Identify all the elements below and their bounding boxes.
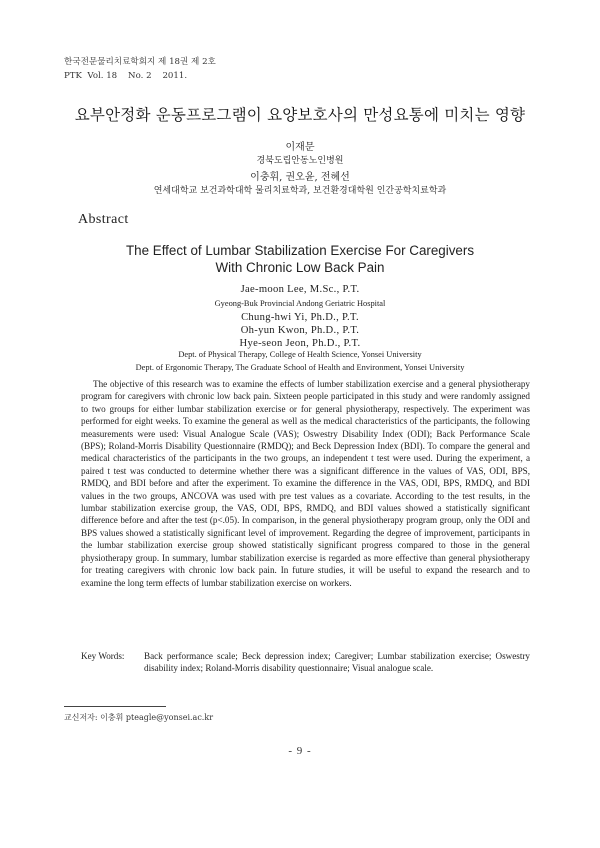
korean-author-1: 이재문 xyxy=(285,142,315,153)
english-author-4: Hye-seon Jeon, Ph.D., P.T. xyxy=(239,338,361,349)
footnote-divider xyxy=(64,706,166,707)
page-number: - 9 - xyxy=(288,745,312,757)
korean-affiliation-1: 경북도립안동노인병원 xyxy=(256,156,344,166)
english-affiliation-3: Dept. of Ergonomic Therapy, The Graduate School of Health and Environment, Yonsei University xyxy=(135,363,465,372)
english-title-line-1: The Effect of Lumbar Stabilization Exercise For Caregivers xyxy=(125,243,475,258)
english-author-1: Jae-moon Lee, M.Sc., P.T. xyxy=(240,284,360,295)
keywords xyxy=(81,650,530,675)
english-affiliation-2: Dept. of Physical Therapy, College of Health Science, Yonsei University xyxy=(178,350,422,359)
english-title-line-2: With Chronic Low Back Pain xyxy=(215,260,385,275)
journal-name: 한국전문물리치료학회지 제 18권 제 2호 xyxy=(64,57,216,67)
abstract-paragraph: The objective of this research was to examine the effects of lumber stabilization exercise and a general physiotherapy program for caregivers with chronic low back pain. Sixteen people participated in this study and were randomly assigned to two groups for either lumbar stabilization exercise or for general physiotherapy, respectively. The experiment was performed for eight weeks. To examine the general as well as the medical characteristics of the participants, the following measurements were used: Visual Analogue Scale (VAS); Oswestry Disability Index (ODI); Back Performance Scale (BPS); Roland-Morris Disability Questionnaire (RMDQ); and Beck Depression Index (BDI). To compare the general and medical characteristics of the participants in the two groups, an independent t test were used. During the experiment, a paired t test was conducted to determine whether there was a significant difference in the values of VAS, ODI, BPS, RMDQ, and BDI before and after the experiment. To examine the difference in the VAS, ODI, BPS, RMDQ, and BDI values in the two groups, ANCOVA was used with pre test values as a covariate. According to the test results, in the lumbar stabilization exercise group, the VAS, ODI, BPS, RMDQ, and BDI values showed a statistically significant difference before and after the test (p<.05). In comparison, in the general physiotherapy program group, only the ODI and BPS values showed a statistically significant level of improvement. Regarding the degree of improvement, participants in the lumbar stabilization exercise group showed statistically significant progress compared to those in the general physiotherapy group. In summary, lumbar stabilization exercise is regarded as more effective than general physiotherapy for treating caregivers with chronic low back pain. In future studies, it will be useful to expand the research and to examine the long term effects of lumbar stabilization exercise on workers. xyxy=(81,379,530,588)
keywords-label: Key Words: xyxy=(81,651,125,661)
korean-affiliation-2: 연세대학교 보건과학대학 물리치료학과, 보건환경대학원 인간공학치료학과 xyxy=(153,186,447,196)
english-author-3: Oh-yun Kwon, Ph.D., P.T. xyxy=(240,325,360,336)
corresponding-author: 교신저자: 이충휘 pteagle@yonsei.ac.kr xyxy=(64,713,214,722)
korean-authors-2: 이충휘, 권오윤, 전혜선 xyxy=(250,172,350,183)
keywords-text: Back performance scale; Beck depression index; Caregiver; Lumbar stabilization exercise; Oswestry disability index; Roland-Morris disability questionnaire; Visual analogue scale. xyxy=(144,651,530,674)
abstract-heading: Abstract xyxy=(78,212,129,227)
korean-title: 요부안정화 운동프로그램이 요양보호사의 만성요통에 미치는 영향 xyxy=(74,106,526,124)
english-author-2: Chung-hwi Yi, Ph.D., P.T. xyxy=(241,312,359,323)
english-affiliation-1: Gyeong-Buk Provincial Andong Geriatric Hospital xyxy=(214,299,386,308)
abstract-body xyxy=(81,378,530,589)
journal-volume: PTK Vol. 18 No. 2 2011. xyxy=(64,71,188,81)
journal-header xyxy=(64,55,216,83)
english-title xyxy=(0,242,600,276)
